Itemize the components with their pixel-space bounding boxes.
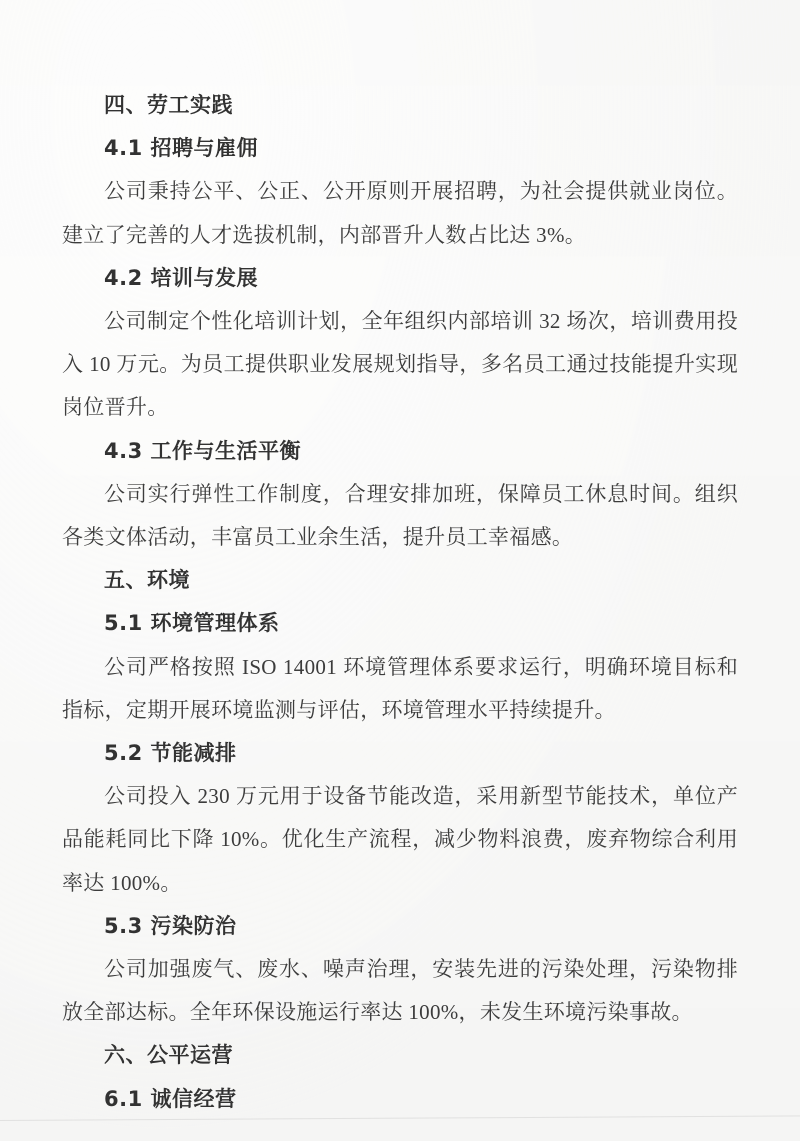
section-heading: 四、劳工实践 xyxy=(104,93,233,117)
paragraph: 公司实行弹性工作制度，合理安排加班，保障员工休息时间。组织各类文体活动，丰富员工业余生活，提升员工幸福感。 xyxy=(62,481,738,550)
paragraph: 公司严格按照 ISO 14001 环境管理体系要求运行，明确环境目标和指标，定期开展环境监测与评估，环境管理水平持续提升。 xyxy=(62,654,738,722)
section-heading: 五、环境 xyxy=(104,568,190,593)
subsection-heading: 5.1 环境管理体系 xyxy=(104,611,280,636)
section-heading: 六、公平运营 xyxy=(104,1043,233,1068)
subsection-heading: 4.1 招聘与雇佣 xyxy=(104,136,259,161)
paragraph: 公司制定个性化培训计划，全年组织内部培训 32 场次，培训费用投入 10 万元。为员工提供职业发展规划指导，多名员工通过技能提升实现岗位晋升。 xyxy=(62,309,738,420)
document-body xyxy=(62,84,738,1121)
subsection-heading: 4.2 培训与发展 xyxy=(104,265,259,290)
subsection-heading: 5.2 节能减排 xyxy=(104,741,237,766)
subsection-heading: 4.3 工作与生活平衡 xyxy=(104,438,302,463)
paragraph: 公司加强废气、废水、噪声治理，安装先进的污染处理，污染物排放全部达标。全年环保设施运行率达 100%，未发生环境污染事故。 xyxy=(62,957,738,1025)
subsection-heading: 6.1 诚信经营 xyxy=(104,1086,237,1111)
paragraph: 公司投入 230 万元用于设备节能改造，采用新型节能技术，单位产品能耗同比下降 10%。优化生产流程，减少物料浪费，废弃物综合利用率达 100%。 xyxy=(62,784,738,895)
paragraph: 公司秉持公平、公正、公开原则开展招聘，为社会提供就业岗位。建立了完善的人才选拔机制，内部晋升人数占比达 3%。 xyxy=(62,179,738,247)
subsection-heading: 5.3 污染防治 xyxy=(104,913,237,938)
